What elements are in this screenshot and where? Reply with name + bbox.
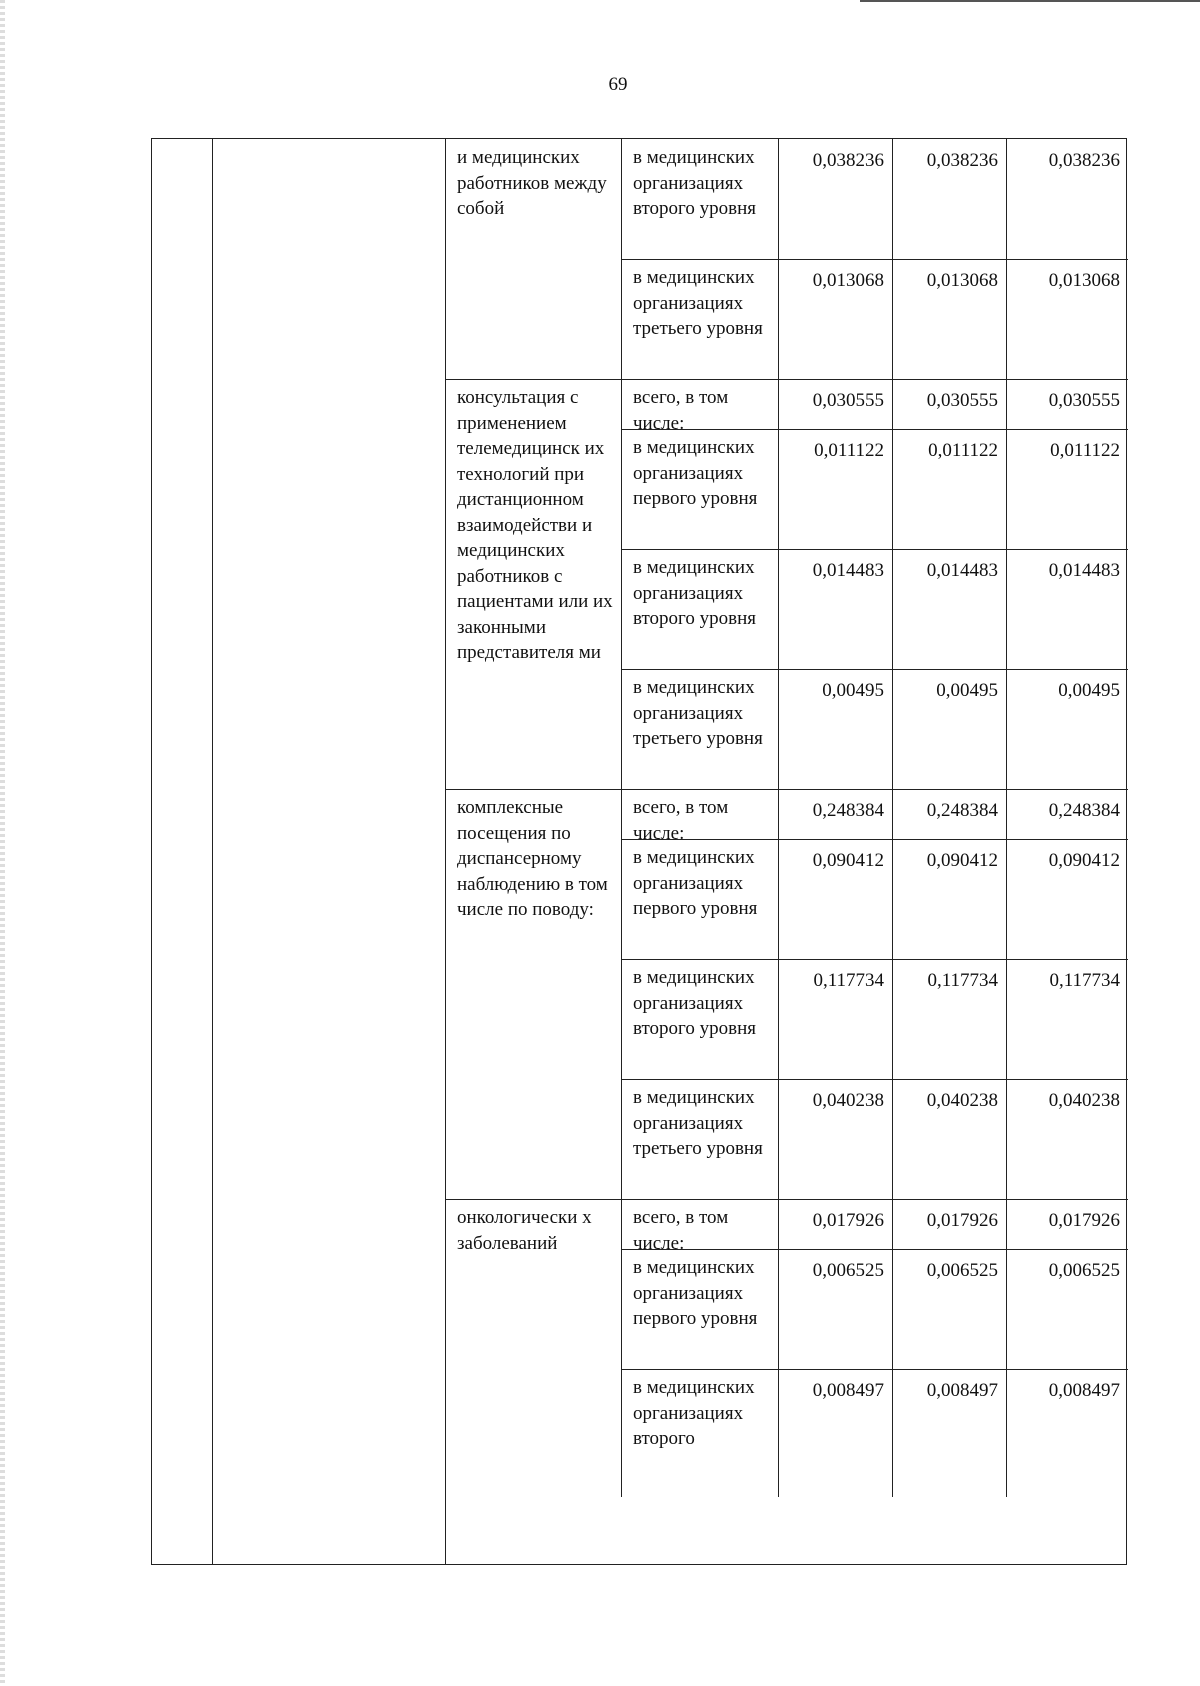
column-divider: [1006, 1249, 1007, 1369]
column-divider: [778, 669, 779, 789]
column-divider: [778, 1369, 779, 1497]
column-divider: [1006, 429, 1007, 549]
column-divider: [892, 1079, 893, 1199]
data-table: [151, 138, 1127, 1565]
value-cell: 0,013068: [812, 270, 884, 291]
column-divider: [778, 959, 779, 1079]
subrow-label: всего, в том числе:: [633, 797, 729, 844]
value-cell: 0,090412: [1048, 850, 1120, 871]
column-divider: [892, 259, 893, 379]
column-divider: [1006, 669, 1007, 789]
value-cell: 0,090412: [926, 850, 998, 871]
column-divider: [1006, 959, 1007, 1079]
value-cell: 0,006525: [812, 1260, 884, 1281]
value-cell: 0,040238: [926, 1090, 998, 1111]
column-divider: [212, 139, 213, 1564]
column-divider: [778, 789, 779, 839]
column-divider: [778, 379, 779, 429]
column-divider: [1006, 379, 1007, 429]
value-cell: 0,248384: [926, 800, 998, 821]
subrow-label: в медицинских организациях первого уровня: [633, 437, 758, 509]
row-name: онкологически х заболеваний: [457, 1207, 592, 1254]
value-cell: 0,117734: [1049, 970, 1120, 991]
column-divider: [1006, 789, 1007, 839]
column-divider: [778, 1079, 779, 1199]
value-cell: 0,038236: [812, 150, 884, 171]
value-cell: 0,00495: [1058, 680, 1120, 701]
value-cell: 0,017926: [812, 1210, 884, 1231]
column-divider: [778, 429, 779, 549]
column-divider: [1006, 1369, 1007, 1497]
value-cell: 0,117734: [927, 970, 998, 991]
value-cell: 0,013068: [926, 270, 998, 291]
column-divider: [778, 259, 779, 379]
value-cell: 0,248384: [812, 800, 884, 821]
subrow-label: в медицинских организациях третьего уровня: [633, 1087, 763, 1159]
subrow-label: в медицинских организациях второго уровня: [633, 557, 756, 629]
subrow-label: в медицинских организациях первого уровня: [633, 1257, 758, 1329]
column-divider: [1006, 259, 1007, 379]
value-cell: 0,008497: [926, 1380, 998, 1401]
subrow-label: всего, в том числе:: [633, 1207, 729, 1254]
column-divider: [778, 139, 779, 259]
subrow-label: в медицинских организациях второго уровня: [633, 147, 756, 219]
value-cell: 0,008497: [812, 1380, 884, 1401]
value-cell: 0,00495: [936, 680, 998, 701]
column-divider: [1006, 1199, 1007, 1249]
value-cell: 0,006525: [926, 1260, 998, 1281]
column-divider: [1006, 139, 1007, 259]
value-cell: 0,038236: [926, 150, 998, 171]
column-divider: [892, 1369, 893, 1497]
scan-edge: [0, 0, 5, 1686]
subrow-label: всего, в том числе:: [633, 387, 729, 434]
column-divider: [778, 839, 779, 959]
subrow-label: в медицинских организациях третьего уровня: [633, 677, 763, 749]
value-cell: 0,011122: [814, 440, 884, 461]
subrow-label: в медицинских организациях второго уровня: [633, 967, 756, 1039]
value-cell: 0,014483: [812, 560, 884, 581]
value-cell: 0,017926: [1048, 1210, 1120, 1231]
value-cell: 0,030555: [1048, 390, 1120, 411]
value-cell: 0,011122: [1050, 440, 1120, 461]
value-cell: 0,00495: [822, 680, 884, 701]
column-divider: [892, 1199, 893, 1249]
column-divider: [892, 669, 893, 789]
column-divider: [892, 139, 893, 259]
value-cell: 0,117734: [813, 970, 884, 991]
value-cell: 0,030555: [926, 390, 998, 411]
subrow-label: в медицинских организациях первого уровня: [633, 847, 758, 919]
top-rule: [860, 0, 1200, 2]
column-divider: [1006, 839, 1007, 959]
column-divider: [892, 379, 893, 429]
row-name: и медицинских работников между собой: [457, 147, 607, 219]
value-cell: 0,008497: [1048, 1380, 1120, 1401]
column-divider: [778, 1199, 779, 1249]
row-name: комплексные посещения по диспансерному наблюдению в том числе по поводу:: [457, 797, 608, 920]
value-cell: 0,040238: [812, 1090, 884, 1111]
row-name: консультация с применением телемедицинск их технологий при дистанционном взаимодействи и медицинских работников с пациентами или их законными представителя ми: [457, 387, 613, 663]
value-cell: 0,038236: [1048, 150, 1120, 171]
column-divider: [892, 549, 893, 669]
column-divider: [1006, 1079, 1007, 1199]
column-divider: [892, 1249, 893, 1369]
subrow-label: в медицинских организациях третьего уровня: [633, 267, 763, 339]
value-cell: 0,030555: [812, 390, 884, 411]
value-cell: 0,090412: [812, 850, 884, 871]
page-number: 69: [608, 74, 628, 95]
value-cell: 0,017926: [926, 1210, 998, 1231]
value-cell: 0,040238: [1048, 1090, 1120, 1111]
value-cell: 0,013068: [1048, 270, 1120, 291]
column-divider: [892, 789, 893, 839]
value-cell: 0,014483: [1048, 560, 1120, 581]
column-divider: [892, 839, 893, 959]
subrow-label: в медицинских организациях второго: [633, 1377, 755, 1449]
value-cell: 0,248384: [1048, 800, 1120, 821]
value-cell: 0,014483: [926, 560, 998, 581]
value-cell: 0,006525: [1048, 1260, 1120, 1281]
column-divider: [778, 549, 779, 669]
value-cell: 0,011122: [928, 440, 998, 461]
column-divider: [892, 429, 893, 549]
column-divider: [892, 959, 893, 1079]
column-divider: [778, 1249, 779, 1369]
column-divider: [1006, 549, 1007, 669]
